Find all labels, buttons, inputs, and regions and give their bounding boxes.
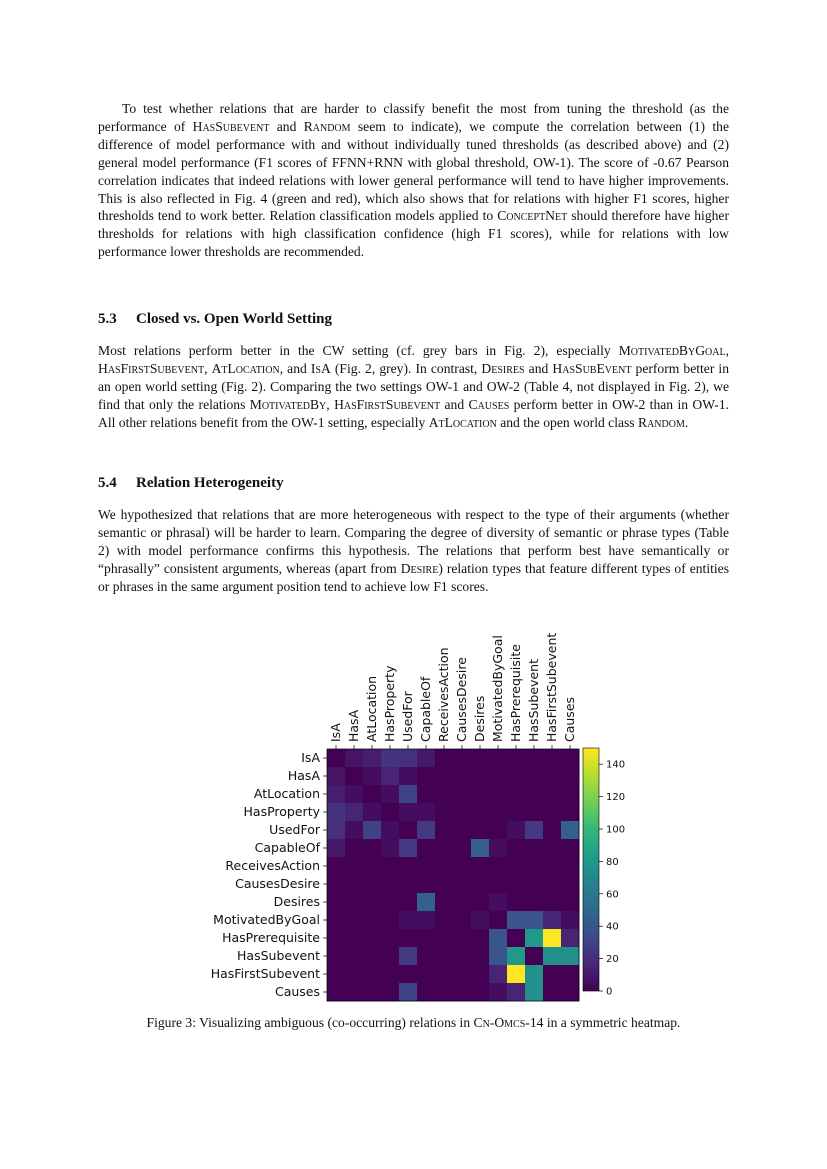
- heatmap-cell: [399, 821, 417, 839]
- heatmap-cell: [471, 893, 489, 911]
- heatmap-cell: [561, 893, 579, 911]
- heatmap-cell: [453, 947, 471, 965]
- heatmap-cell: [435, 911, 453, 929]
- column-label: HasSubevent: [526, 659, 541, 742]
- colorbar-tick-label: 100: [606, 824, 626, 836]
- heatmap-cell: [381, 875, 399, 893]
- heatmap-cell: [489, 983, 507, 1001]
- heatmap-cell: [489, 821, 507, 839]
- colorbar-tick-label: 0: [606, 986, 613, 998]
- heatmap-cell: [399, 749, 417, 767]
- heatmap-cell: [453, 929, 471, 947]
- heatmap-cell: [507, 875, 525, 893]
- row-label: ReceivesAction: [225, 858, 320, 873]
- heatmap-cell: [363, 839, 381, 857]
- heatmap-cell: [417, 839, 435, 857]
- heatmap-cell: [327, 965, 345, 983]
- heatmap-cell: [489, 749, 507, 767]
- heatmap-cell: [345, 947, 363, 965]
- heatmap-cell: [489, 911, 507, 929]
- heatmap-cell: [489, 965, 507, 983]
- heatmap-cell: [543, 767, 561, 785]
- heatmap-cell: [435, 875, 453, 893]
- heatmap-cell: [489, 839, 507, 857]
- heatmap-cell: [471, 875, 489, 893]
- column-label: UsedFor: [400, 691, 415, 742]
- heatmap-cell: [417, 767, 435, 785]
- heatmap-cell: [345, 965, 363, 983]
- heatmap-cell: [543, 821, 561, 839]
- heatmap-cell: [381, 983, 399, 1001]
- heatmap-cell: [525, 911, 543, 929]
- heatmap-cell: [345, 749, 363, 767]
- heatmap-cell: [417, 785, 435, 803]
- heatmap-cell: [345, 857, 363, 875]
- heatmap-cell: [507, 965, 525, 983]
- heatmap-cell: [399, 965, 417, 983]
- heatmap-cell: [399, 983, 417, 1001]
- heatmap-cell: [471, 839, 489, 857]
- heatmap-cell: [525, 785, 543, 803]
- heatmap-cell: [381, 767, 399, 785]
- heatmap-cell: [417, 965, 435, 983]
- heatmap-cell: [543, 929, 561, 947]
- heatmap-cell: [543, 749, 561, 767]
- paragraph-threshold-correlation: To test whether relations that are harder to classify benefit the most from tuning the threshold (as the performance of HasSubevent and Random seem to indicate), we compute the correlation between (1) the difference of model performance with and without individually tuned thresholds (as described above) and (2) general model performance (F1 scores of FFNN+RNN with global threshold, OW-1). The score of -0.67 Pearson correlation indicates that indeed relations with lower general performance will tend to have higher improvements. This is also reflected in Fig. 4 (green and red), which also shows that for relations with higher F1 scores, higher thresholds tend to work better. Relation classification models applied to ConceptNet should therefore have higher thresholds for relations with high classification confidence (high F1 scores), while for relations with low performance lower thresholds are recommended.: [98, 101, 729, 260]
- heatmap-cell: [453, 803, 471, 821]
- heatmap-cell: [507, 767, 525, 785]
- heatmap-cell: [489, 893, 507, 911]
- row-label: HasA: [287, 768, 320, 783]
- heatmap-cell: [435, 749, 453, 767]
- heatmap-cell: [525, 839, 543, 857]
- heatmap-cell: [399, 767, 417, 785]
- heatmap-cell: [345, 911, 363, 929]
- heatmap-cell: [489, 767, 507, 785]
- heatmap-cell: [525, 803, 543, 821]
- heatmap-cell: [399, 893, 417, 911]
- heatmap-cell: [543, 893, 561, 911]
- figure-caption: Figure 3: Visualizing ambiguous (co-occurring) relations in Cn-Omcs-14 in a symmetric heatmap.: [146, 1015, 681, 1030]
- heatmap-row-labels: [211, 750, 327, 999]
- heatmap-cell: [471, 965, 489, 983]
- heatmap-figure: [196, 622, 626, 1002]
- heatmap-cell: [327, 893, 345, 911]
- heatmap-cell: [381, 803, 399, 821]
- heatmap-cell: [363, 947, 381, 965]
- heatmap-cell: [417, 821, 435, 839]
- heatmap-cell: [327, 857, 345, 875]
- heatmap-cell: [453, 857, 471, 875]
- heatmap-cell: [345, 785, 363, 803]
- heatmap-cells: [327, 749, 579, 1001]
- heatmap-cell: [561, 911, 579, 929]
- colorbar-tick-label: 120: [606, 792, 626, 804]
- heatmap-cell: [363, 821, 381, 839]
- heatmap-cell: [417, 857, 435, 875]
- heatmap-cell: [561, 929, 579, 947]
- heatmap-cell: [489, 875, 507, 893]
- heatmap-cell: [453, 965, 471, 983]
- heatmap-cell: [471, 929, 489, 947]
- heatmap-cell: [453, 875, 471, 893]
- heatmap-cell: [399, 911, 417, 929]
- heatmap-cell: [327, 911, 345, 929]
- heatmap-cell: [435, 857, 453, 875]
- column-label: AtLocation: [364, 675, 379, 742]
- heatmap-cell: [561, 767, 579, 785]
- heatmap-cell: [453, 911, 471, 929]
- heatmap-cell: [471, 749, 489, 767]
- row-label: UsedFor: [269, 822, 320, 837]
- heatmap-cell: [327, 875, 345, 893]
- heatmap-cell: [471, 947, 489, 965]
- heatmap-cell: [435, 767, 453, 785]
- heatmap-cell: [417, 911, 435, 929]
- heatmap-cell: [561, 875, 579, 893]
- column-label: CausesDesire: [454, 657, 469, 742]
- heatmap-cell: [453, 839, 471, 857]
- heatmap-cell: [381, 893, 399, 911]
- heatmap-cell: [507, 929, 525, 947]
- row-label: HasPrerequisite: [222, 930, 320, 945]
- heatmap-cell: [363, 785, 381, 803]
- heatmap-cell: [543, 947, 561, 965]
- heatmap-cell: [399, 839, 417, 857]
- heatmap-cell: [363, 929, 381, 947]
- heatmap-cell: [381, 749, 399, 767]
- heatmap-cell: [507, 839, 525, 857]
- column-label: MotivatedByGoal: [490, 635, 505, 742]
- heatmap-cell: [435, 821, 453, 839]
- heatmap-cell: [435, 803, 453, 821]
- heatmap-cell: [489, 857, 507, 875]
- row-label: Causes: [274, 984, 320, 999]
- heatmap-cell: [525, 929, 543, 947]
- row-label: MotivatedByGoal: [213, 912, 320, 927]
- heatmap-cell: [543, 785, 561, 803]
- heatmap-cell: [345, 803, 363, 821]
- heatmap-cell: [417, 929, 435, 947]
- heatmap-cell: [543, 839, 561, 857]
- heatmap-cell: [525, 875, 543, 893]
- heatmap-cell: [327, 947, 345, 965]
- heatmap-cell: [417, 947, 435, 965]
- heatmap-cell: [453, 821, 471, 839]
- heatmap-cell: [435, 785, 453, 803]
- heatmap-cell: [543, 965, 561, 983]
- heatmap-cell: [363, 803, 381, 821]
- heatmap-cell: [381, 911, 399, 929]
- heatmap-cell: [327, 839, 345, 857]
- heatmap-cell: [399, 875, 417, 893]
- heatmap-cell: [507, 785, 525, 803]
- colorbar-tick-label: 80: [606, 856, 619, 868]
- row-label: HasSubevent: [237, 948, 320, 963]
- heatmap-cell: [435, 947, 453, 965]
- heatmap-cell: [525, 857, 543, 875]
- paragraph-closed-open-world: Most relations perform better in the CW setting (cf. grey bars in Fig. 2), especially MotivatedByGoal, HasFirstSubevent, AtLocation, and IsA (Fig. 2, grey). In contrast, Desires and HasSubEvent perform better in an open world setting (Fig. 2). Comparing the two settings OW-1 and OW-2 (Table 4, not displayed in Fig. 2), we find that only the relations MotivatedBy, HasFirstSubevent and Causes perform better in OW-2 than in OW-1. All other relations benefit from the OW-1 setting, especially AtLocation and the open world class Random.: [98, 343, 730, 430]
- heatmap-cell: [561, 785, 579, 803]
- heatmap-cell: [453, 893, 471, 911]
- heatmap-cell: [471, 911, 489, 929]
- heatmap-cell: [381, 929, 399, 947]
- heatmap-cell: [507, 983, 525, 1001]
- heatmap-cell: [561, 839, 579, 857]
- heatmap-cell: [435, 929, 453, 947]
- heatmap-cell: [507, 749, 525, 767]
- heatmap-cell: [525, 947, 543, 965]
- colorbar-tick-label: 60: [606, 889, 619, 901]
- heatmap-cell: [525, 983, 543, 1001]
- colorbar-tick-label: 40: [606, 921, 619, 933]
- heatmap-cell: [381, 839, 399, 857]
- heatmap-cell: [345, 875, 363, 893]
- heatmap-cell: [417, 983, 435, 1001]
- heatmap-cell: [381, 947, 399, 965]
- heatmap-cell: [471, 857, 489, 875]
- row-label: AtLocation: [253, 786, 320, 801]
- heatmap-cell: [543, 803, 561, 821]
- heatmap-cell: [543, 857, 561, 875]
- heatmap-cell: [435, 983, 453, 1001]
- heatmap-cell: [561, 965, 579, 983]
- row-label: HasFirstSubevent: [210, 966, 320, 981]
- heatmap-cell: [507, 893, 525, 911]
- heatmap-cell: [345, 767, 363, 785]
- heatmap-column-labels: [328, 633, 577, 749]
- heatmap-cell: [345, 839, 363, 857]
- heatmap-cell: [561, 983, 579, 1001]
- heatmap-cell: [417, 893, 435, 911]
- heatmap-cell: [435, 893, 453, 911]
- heatmap-cell: [363, 875, 381, 893]
- heatmap-cell: [345, 929, 363, 947]
- heatmap-cell: [435, 839, 453, 857]
- heatmap-cell: [471, 821, 489, 839]
- heatmap-cell: [399, 947, 417, 965]
- heatmap-cell: [561, 749, 579, 767]
- heatmap-cell: [381, 965, 399, 983]
- heatmap-cell: [327, 749, 345, 767]
- heatmap-cell: [363, 767, 381, 785]
- column-label: HasProperty: [382, 665, 397, 742]
- colorbar-tick-label: 20: [606, 954, 619, 966]
- heatmap-cell: [399, 929, 417, 947]
- heatmap-cell: [489, 947, 507, 965]
- heatmap-cell: [525, 767, 543, 785]
- heatmap-cell: [453, 749, 471, 767]
- heatmap-cell: [435, 965, 453, 983]
- heatmap-cell: [327, 767, 345, 785]
- heatmap-cell: [327, 803, 345, 821]
- heatmap-cell: [399, 857, 417, 875]
- heatmap-cell: [525, 965, 543, 983]
- section-heading-5-3: 5.3 Closed vs. Open World Setting: [98, 311, 333, 327]
- row-label: CapableOf: [254, 840, 320, 855]
- heatmap-cell: [381, 857, 399, 875]
- heatmap-cell: [417, 803, 435, 821]
- heatmap-cell: [453, 983, 471, 1001]
- heatmap-cell: [489, 929, 507, 947]
- heatmap-cell: [327, 929, 345, 947]
- heatmap-cell: [543, 983, 561, 1001]
- heatmap-cell: [525, 821, 543, 839]
- heatmap-cell: [363, 911, 381, 929]
- column-label: IsA: [328, 723, 343, 742]
- heatmap-cell: [525, 893, 543, 911]
- heatmap-cell: [507, 947, 525, 965]
- heatmap-cell: [381, 821, 399, 839]
- row-label: CausesDesire: [235, 876, 320, 891]
- heatmap-cell: [471, 767, 489, 785]
- heatmap-cell: [453, 767, 471, 785]
- row-label: Desires: [273, 894, 320, 909]
- heatmap-cell: [543, 911, 561, 929]
- row-label: HasProperty: [243, 804, 320, 819]
- heatmap-cell: [345, 893, 363, 911]
- heatmap-cell: [561, 947, 579, 965]
- heatmap-cell: [471, 983, 489, 1001]
- heatmap-cell: [417, 749, 435, 767]
- heatmap-cell: [471, 803, 489, 821]
- column-label: ReceivesAction: [436, 647, 451, 742]
- heatmap-cell: [363, 857, 381, 875]
- column-label: Causes: [562, 696, 577, 742]
- heatmap-cell: [417, 875, 435, 893]
- column-label: CapableOf: [418, 676, 433, 742]
- heatmap-cell: [561, 857, 579, 875]
- heatmap-cell: [489, 785, 507, 803]
- column-label: Desires: [472, 695, 487, 742]
- heatmap-cell: [345, 983, 363, 1001]
- heatmap-cell: [399, 785, 417, 803]
- heatmap-cell: [363, 965, 381, 983]
- heatmap-cell: [363, 983, 381, 1001]
- heatmap-cell: [507, 911, 525, 929]
- heatmap-cell: [507, 803, 525, 821]
- colorbar-tick-label: 140: [606, 759, 626, 771]
- heatmap-cell: [363, 893, 381, 911]
- row-label: IsA: [301, 750, 320, 765]
- heatmap-cell: [327, 785, 345, 803]
- heatmap-cell: [453, 785, 471, 803]
- heatmap-cell: [381, 785, 399, 803]
- heatmap-cell: [543, 875, 561, 893]
- section-heading-5-4: 5.4 Relation Heterogeneity: [98, 475, 284, 491]
- column-label: HasFirstSubevent: [544, 632, 559, 742]
- paragraph-relation-heterogeneity: We hypothesized that relations that are more heterogeneous with respect to the type of their arguments (whether semantic or phrasal) will be harder to learn. Comparing the degree of diversity of semantic or phrase types (Table 2) with model performance confirms this hypothesis. The relations that perform best have semantically or “phrasally” consistent arguments, whereas (apart from Desire) relation types that feature different types of entities or phrases in the same argument position tend to achieve low F1 scores.: [98, 507, 729, 594]
- heatmap-cell: [363, 749, 381, 767]
- column-label: HasA: [346, 709, 361, 742]
- heatmap-cell: [561, 821, 579, 839]
- colorbar-ticks: [599, 760, 625, 998]
- heatmap-cell: [525, 749, 543, 767]
- heatmap-cell: [327, 821, 345, 839]
- heatmap-cell: [507, 857, 525, 875]
- heatmap-cell: [399, 803, 417, 821]
- heatmap-cell: [471, 785, 489, 803]
- heatmap-cell: [345, 821, 363, 839]
- colorbar: [583, 748, 599, 991]
- heatmap-cell: [327, 983, 345, 1001]
- heatmap-cell: [507, 821, 525, 839]
- heatmap-cell: [489, 803, 507, 821]
- heatmap-cell: [561, 803, 579, 821]
- column-label: HasPrerequisite: [508, 644, 523, 742]
